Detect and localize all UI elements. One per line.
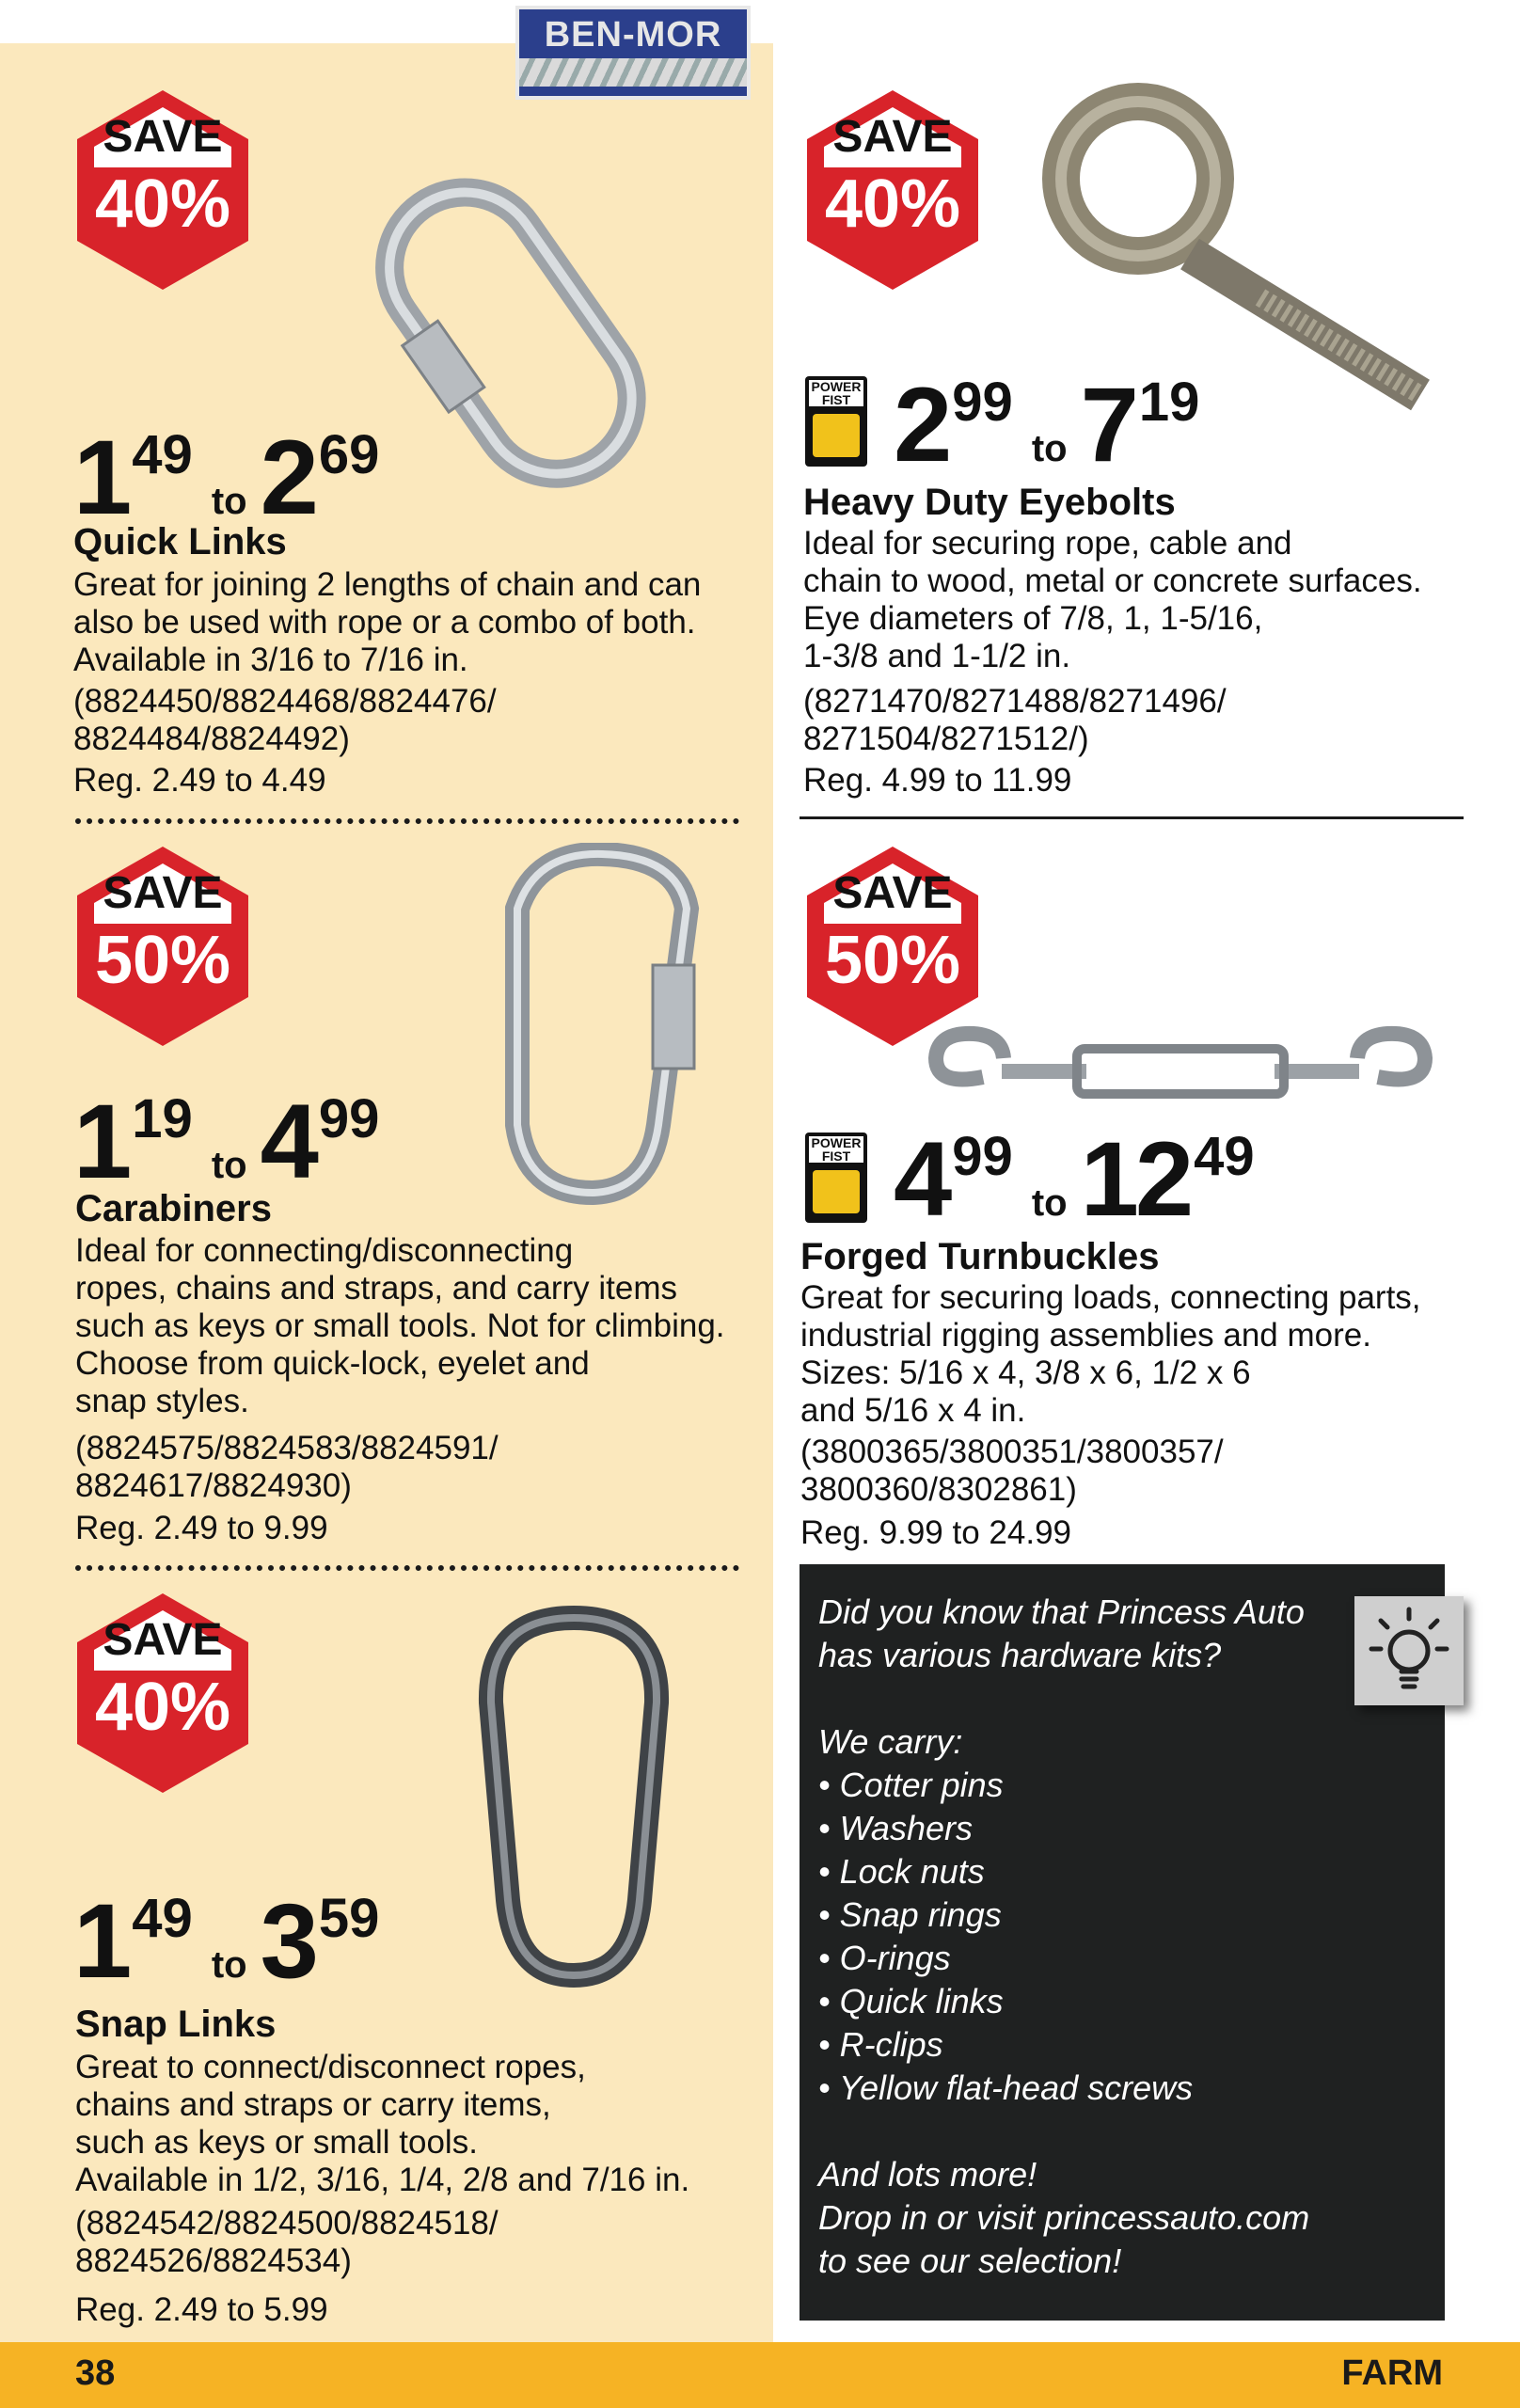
power-fist-logo: POWER FIST <box>805 1133 867 1223</box>
lightbulb-icon <box>1354 1596 1464 1705</box>
product-sku: (3800365/3800351/3800357/ 3800360/8302861) <box>800 1434 1224 1508</box>
regular-price: Reg. 2.49 to 5.99 <box>75 2291 328 2328</box>
product-description: Great for joining 2 lengths of chain and can also be used with rope or a combo of both. Available in 3/16 to 7/16 in. <box>73 566 702 678</box>
section-label: FARM <box>1341 2353 1443 2393</box>
list-item: • Cotter pins <box>818 1766 1004 1804</box>
product-description: Great to connect/disconnect ropes, chains and straps or carry items, such as keys or small tools. Available in 1/2, 3/16, 1/4, 2/8 and 7/16 in. <box>75 2049 690 2198</box>
list-item: • R-clips <box>818 2025 943 2064</box>
snap-link-image <box>451 1599 696 1994</box>
product-description: Great for securing loads, connecting parts, industrial rigging assemblies and more. Sizes: 5/16 x 4, 3/8 x 6, 1/2 x 6 and 5/16 x 4 in. <box>800 1279 1421 1429</box>
price-range: $1^{49}to$ $3^{59}$ <box>73 1882 380 2000</box>
hardware-kits-info-box <box>800 1564 1445 2321</box>
dotted-divider <box>75 818 739 824</box>
list-item: • Lock nuts <box>818 1852 985 1891</box>
page-number: 38 <box>75 2353 116 2393</box>
brand-logo-text: BEN-MOR <box>544 15 722 55</box>
save-badge: SAVE 50% <box>803 843 982 1050</box>
price-range: $2^{99}to$ $7^{19}$ <box>894 366 1200 483</box>
fist-icon <box>813 1170 860 1213</box>
product-sku: (8271470/8271488/8271496/ 8271504/8271512/) <box>803 683 1227 757</box>
list-item: • Washers <box>818 1809 973 1847</box>
regular-price: Reg. 9.99 to 24.99 <box>800 1514 1071 1551</box>
list-item: • O-rings <box>818 1939 951 1977</box>
product-description: Ideal for securing rope, cable and chain to wood, metal or concrete surfaces. Eye diameters of 7/8, 1, 1-5/16, 1-3/8 and 1-1/2 in. <box>803 525 1422 674</box>
fist-icon <box>813 414 860 457</box>
save-badge: SAVE 40% <box>803 87 982 293</box>
carabiner-image <box>480 843 724 1210</box>
brand-logo <box>515 6 751 100</box>
list-item: • Yellow flat-head screws <box>818 2068 1194 2107</box>
quick-link-image <box>329 160 687 499</box>
page-footer <box>0 2342 1520 2408</box>
product-title: Carabiners <box>75 1188 272 1229</box>
price-range: $1^{19}to$ $4^{99}$ <box>73 1083 380 1200</box>
list-item: • Snap rings <box>818 1895 1002 1934</box>
price-range: $4^{99}to$ $12^{49}$ <box>894 1120 1255 1238</box>
product-sku: (8824450/8824468/8824476/ 8824484/8824492) <box>73 683 497 757</box>
eyebolt-image <box>1025 75 1449 414</box>
regular-price: Reg. 2.49 to 4.49 <box>73 762 326 799</box>
product-description: Ideal for connecting/disconnecting ropes, chains and straps, and carry items such as keys or small tools. Not for climbing. Choose from quick-lock, eyelet and snap styles. <box>75 1232 725 1419</box>
info-box-text: Did you know that Princess Auto has various hardware kits? We carry: • Cotter pins • Washers • Lock nuts • Snap rings • O-rings • Quick links • R-clips • Yellow flat-head screws And lots more! Drop in or visit princessauto.com to see our selection! <box>818 1591 1383 2283</box>
save-badge: SAVE 40% <box>73 87 252 293</box>
brand-logo-band <box>519 58 747 87</box>
product-title: Forged Turnbuckles <box>800 1236 1160 1277</box>
turnbuckle-image <box>917 1021 1444 1124</box>
product-title: Quick Links <box>73 521 287 562</box>
regular-price: Reg. 4.99 to 11.99 <box>803 762 1072 799</box>
dotted-divider <box>75 1565 739 1571</box>
save-badge: SAVE 40% <box>73 1590 252 1797</box>
section-divider <box>800 816 1464 819</box>
regular-price: Reg. 2.49 to 9.99 <box>75 1510 328 1546</box>
save-badge: SAVE 50% <box>73 843 252 1050</box>
list-item: • Quick links <box>818 1982 1004 2020</box>
product-title: Heavy Duty Eyebolts <box>803 482 1176 523</box>
product-sku: (8824542/8824500/8824518/ 8824526/8824534) <box>75 2205 499 2279</box>
product-title: Snap Links <box>75 2004 277 2045</box>
power-fist-logo: POWER FIST <box>805 376 867 467</box>
product-sku: (8824575/8824583/8824591/ 8824617/8824930) <box>75 1430 499 1504</box>
price-range: $1^{49}to$ $2^{69}$ <box>73 419 380 536</box>
